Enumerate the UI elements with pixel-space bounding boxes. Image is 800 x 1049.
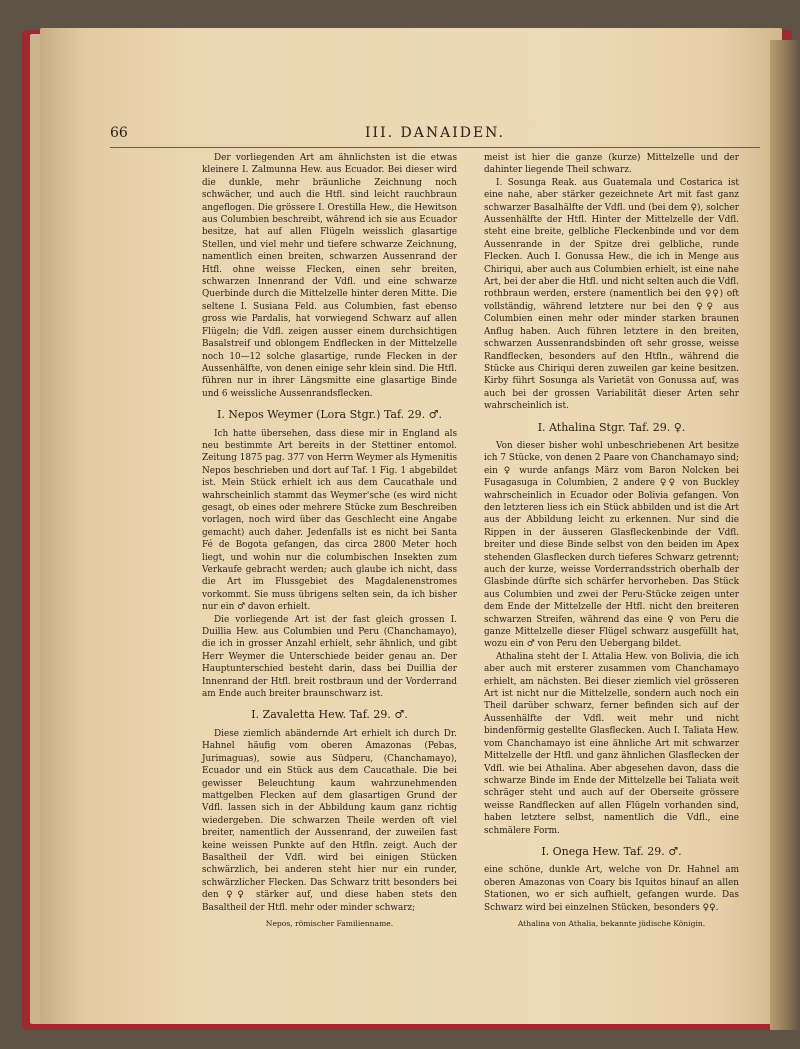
paragraph: Athalina steht der I. Attalia Hew. von Bolivia, die ich aber auch mit ersterer zusammen vom Chanchamayo erhielt, am nächsten. Bei dieser ziemlich viel grösseren Art ist nicht nur die Mittelzelle, sondern auch noch ein Theil darüber schwarz, ferner befinden sich auf der Aussenhälfte der Vdfl. weit mehr und nicht bindenförmig gestellte Glasflecken. Auch I. Taliata Hew. vom Chanchamayo ist eine ähnliche Art mit schwarzer Mittelzelle der Htfl. und ganz ähnlichen Glasflecken der Vdfl. wie bei Athalina. Aber abgesehen davon, dass die schwarze Binde im Ende der Mittelzelle bei Taliata weit schräger steht und auch auf der Oberseite grössere weisse Randflecken auf allen Flügeln vorhanden sind, haben letztere selbst, namentlich die Vdfl., eine schmälere Form. — [484, 651, 739, 836]
species-heading: I. Nepos Weymer (Lora Stgr.) Taf. 29. ♂. — [216, 408, 443, 422]
paragraph: Der vorliegenden Art am ähnlichsten ist die etwas kleinere I. Zalmunna Hew. aus Ecuador. Bei dieser wird die dunkle, mehr bräunliche Zeichnung noch schwächer, und auch die Htfl. sind leicht rauchbraun angeflogen. Die grössere I. Orestilla Hew., die Hewitson aus Columbien beschreibt, während ich sie aus Ecuador besitze, hat auf allen Flügeln weisslich glasartige Stellen, und viel mehr und tiefere schwarze Zeichnung, namentlich einen breiten, schwarzen Aussenrand der Htfl. ohne weisse Flecken, einen sehr breiten, schwarzen Innenrand der Vdfl. und eine schwarze Querbinde durch die Mittelzelle hinter deren Mitte. Die seltene I. Susiana Feld. aus Columbien, fast ebenso gross wie Pardalis, hat vorwiegend Schwarz auf allen Flügeln; die Vdfl. zeigen ausser einem durchsichtigen Basalstreif und oblongem Endflecken in der Mittelzelle noch 10—12 solche glasartige, runde Flecken in der Aussenhälfte, von denen einige sehr klein sind. Die Htfl. führen nur in ihrer Längsmitte eine glasartige Binde und 6 weissliche Aussenrandsflecken. — [202, 153, 457, 399]
footnote-left: Nepos, römischer Familienname. — [265, 919, 394, 928]
page-number: 66 — [110, 125, 128, 141]
paragraph: meist ist hier die ganze (kurze) Mittelzelle und der dahinter liegende Theil schwarz. — [484, 153, 739, 176]
paragraph: I. Sosunga Reak. aus Guatemala und Costarica ist eine nahe, aber stärker gezeichnete Art mit fast ganz schwarzer Basalhälfte der Vdfl. und (bei dem ♀), solcher Aussenhälfte der Htfl. Hinter der Mittelzelle der Vdfl. steht eine breite, gelbliche Fleckenbinde und vor dem Aussenrande in der Spitze drei gelbliche, runde Flecken. Auch I. Gonussa Hew., die ich in Menge aus Chiriqui, aber auch aus Columbien erhielt, ist eine nahe Art, bei der aber die Htfl. und nicht selten auch die Vdfl. rothbraun werden, erstere (namentlich bei den ♀♀) oft vollständig, während letztere nur bei den ♀♀ aus Columbien einen mehr oder minder starken braunen Anflug haben. Auch führen letztere in den breiten, schwarzen Aussenrandsbinden oft sehr grosse, weisse Randflecken, besonders auf den Htfln., während die Stücke aus Chiriqui deren zuweilen gar keine besitzen. Kirby führt Sosunga als Varietät von Gonussa auf, was auch bei der grossen Variabilität dieser Arten sehr wahrscheinlich ist. — [484, 177, 739, 412]
running-head — [110, 125, 760, 148]
species-heading: I. Zavaletta Hew. Taf. 29. ♂. — [251, 708, 408, 722]
paragraph: Die vorliegende Art ist der fast gleich grossen I. Duillia Hew. aus Columbien und Peru (Chanchamayo), die ich in grosser Anzahl erhielt, sehr ähnlich, und gibt Herr Weymer die Unterschiede beider genau an. Der Hauptunterschied besteht darin, dass bei Duillia der Innenrand der Htfl. breit rostbraun und der Vorderrand am Ende auch breiter braunschwarz ist. — [202, 614, 457, 700]
paragraph: Ich hatte übersehen, dass diese mir in England als neu bestimmte Art bereits in der Stettiner entomol. Zeitung 1875 pag. 377 von Herrn Weymer als Hymenitis Nepos beschrieben und dort auf Taf. 1 Fig. 1 abgebildet ist. Mein Stück erhielt ich aus dem Caucathale und wahrscheinlich stammt das Weymer'sche (es wird nicht gesagt, ob eines oder mehrere Stücke zum Beschreiben vorlagen, noch wird über das Geschlecht eine Angabe gemacht) auch daher. Jedenfalls ist es nicht bei Santa Fé de Bogota gefangen, das circa 2800 Meter hoch liegt, und wohin nur die columbischen Insekten zum Verkaufe gebracht werden; auch glaube ich nicht, dass die Art im Flussgebiet des Magdalenenstromes vorkommt. Sie muss übrigens selten sein, da ich bisher nur ein ♂ davon erhielt. — [202, 428, 457, 613]
paragraph: eine schöne, dunkle Art, welche von Dr. Hahnel am oberen Amazonas von Coary bis Iquitos hinauf an allen Stationen, wo er sich aufhielt, gefangen wurde. Das Schwarz wird bei einzelnen Stücken, besonders ♀♀. — [484, 865, 739, 913]
footnote-right: Athalina von Athalia, bekannte jüdische Königin. — [517, 919, 706, 928]
left-column — [202, 152, 457, 914]
paragraph: Von dieser bisher wohl unbeschriebenen Art besitze ich 7 Stücke, von denen 2 Paare von Chanchamayo sind; ein ♀ wurde anfangs März vom Baron Nolcken bei Fusagasuga in Columbien, 2 andere ♀♀ von Buckley wahrscheinlich in Ecuador oder Bolivia gefangen. Von den letzteren liess ich ein Stück abbilden und ist die Art aus der Abbildung leicht zu erkennen. Nur sind die Rippen in der äusseren Glasfleckenbinde der Vdfl. breiter und diese Binde selbst von den beiden im Apex stehenden Glasflecken durch tieferes Schwarz getrennt; auch der kurze, weisse Vorderrandsstrich oberhalb der Glasbinde dürfte sich schärfer hervorheben. Das Stück aus Columbien und zwei der Peru-Stücke zeigen unter dem Ende der Mittelzelle der Htfl. nicht den breiteren schwarzen Streifen, während das eine ♀ von Peru die ganze Mittelzelle dieser Flügel schwarz ausgefüllt hat, wozu ein ♂ von Peru den Uebergang bildet. — [484, 440, 739, 650]
chapter-title: III. DANAIDEN. — [365, 125, 505, 141]
paragraph: Diese ziemlich abändernde Art erhielt ich durch Dr. Hahnel häufig vom oberen Amazonas (Pebas, Jurimaguas), sowie aus Südperu, (Chanchamayo), Ecuador und ein Stück aus dem Caucathale. Die bei gewisser Beleuchtung kaum wahrzunehmenden mattgelben Flecken auf dem glasartigen Grund der Vdfl. lassen sich in der Abbildung kaum ganz richtig wiedergeben. Die schwarzen Theile werden oft viel breiter, namentlich der Aussenrand, der zuweilen fast keine weissen Punkte auf den Htfln. zeigt. Auch der Basaltheil der Vdfl. wird bei einigen Stücken schwärzlich, bei anderen steht hier nur ein runder, schwärzlicher Flecken. Das Schwarz tritt besonders bei den ♀♀ stärker auf, und diese haben stets den Basaltheil der Htfl. mehr oder minder schwarz; — [202, 728, 457, 913]
species-heading: I. Athalina Stgr. Taf. 29. ♀. — [537, 420, 686, 434]
species-heading: I. Onega Hew. Taf. 29. ♂. — [541, 844, 682, 858]
right-column — [484, 152, 739, 914]
page-edge-shadow — [770, 40, 800, 1030]
